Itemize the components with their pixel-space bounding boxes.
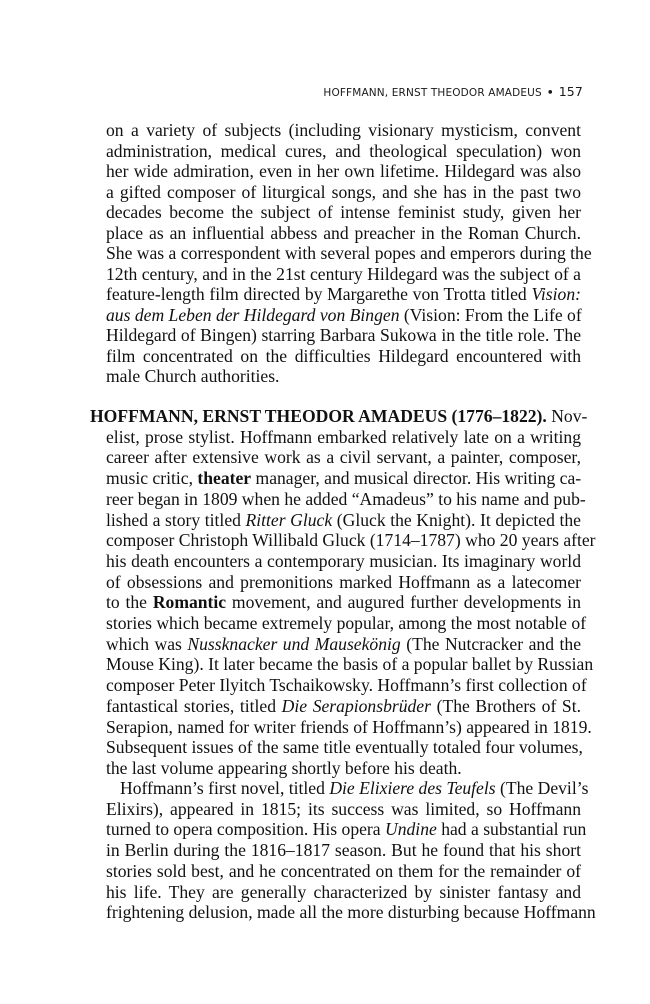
text-line — [106, 223, 581, 243]
running-title: HOFFMANN, ERNST THEODOR AMADEUS — [323, 87, 542, 99]
text-run: male Church authorities. — [106, 366, 280, 386]
bold-text: HOFFMANN, ERNST THEODOR AMADEUS (1776–1822). — [90, 406, 547, 426]
text-run: (The Devil’s — [495, 778, 589, 798]
text-line — [106, 675, 587, 696]
italic-text: Nussknacker und Mausekönig — [187, 633, 401, 654]
text-line — [106, 161, 581, 181]
text-run: composer Peter Ilyitch Tschaikowsky. Hoffmann’s first collection of — [106, 675, 587, 696]
text-run: lished a story titled — [106, 509, 246, 530]
text-line — [106, 696, 581, 716]
text-run: (Gluck the Knight). It depicted the — [332, 509, 581, 530]
text-run: Mouse King). It later became the basis of a popular ballet by Russian — [106, 654, 594, 675]
text-run: turned to opera composition. His opera — [106, 819, 385, 840]
text-line — [106, 799, 581, 819]
text-run: movement, and augured further developments in — [226, 592, 581, 613]
text-run: stories which became extremely popular, among the most notable of — [106, 613, 587, 633]
bold-text: theater — [197, 468, 252, 489]
text-line — [106, 861, 581, 881]
text-line — [106, 447, 581, 467]
bullet-separator: • — [546, 87, 554, 99]
text-line — [106, 819, 587, 840]
text-line — [106, 120, 581, 140]
text-line — [106, 141, 581, 161]
text-line — [106, 572, 581, 592]
text-run: manager, and musical director. His writing ca- — [251, 468, 582, 489]
text-line — [106, 840, 581, 860]
italic-text: Vision: — [531, 284, 581, 304]
text-run: Nov- — [546, 406, 588, 426]
text-run: fantastical stories, titled — [106, 695, 282, 716]
running-header — [0, 84, 583, 99]
text-line — [106, 468, 581, 488]
text-line — [106, 716, 592, 737]
italic-text: Ritter Gluck — [245, 509, 333, 530]
text-run: her wide admiration, even in her own lifetime. Hildegard was also — [106, 161, 581, 181]
text-line — [120, 778, 589, 798]
text-run: his death encounters a contemporary musician. Its imaginary world — [106, 550, 581, 571]
text-line — [106, 366, 581, 386]
text-line — [106, 427, 581, 447]
text-run: of obsessions and premonitions marked Hoffmann as a latecomer — [106, 571, 581, 592]
bold-text: Romantic — [152, 592, 227, 613]
text-run: his life. They are generally characterized by sinister fantasy and — [106, 881, 581, 902]
text-line — [106, 758, 581, 778]
text-line — [106, 530, 596, 551]
italic-text: Undine — [385, 819, 437, 840]
text-run: frightening delusion, made all the more disturbing because Hoffmann — [106, 902, 596, 923]
text-run: reer began in 1809 when he added “Amadeus” to his name and pub- — [106, 488, 586, 509]
text-line — [106, 264, 581, 284]
text-run: a gifted composer of liturgical songs, and she has in the past two — [106, 181, 581, 202]
text-run: She was a correspondent with several popes and emperors during the — [106, 243, 592, 263]
italic-text: Die Serapionsbrüder — [281, 695, 431, 716]
text-run: Serapion, named for writer friends of Hoffmann’s) appeared in 1819. — [106, 716, 592, 737]
text-line — [106, 551, 581, 571]
text-run: the last volume appearing shortly before his death. — [106, 757, 462, 778]
text-line — [106, 182, 581, 202]
text-line — [106, 243, 592, 263]
text-run: feature-length film directed by Margarethe von Trotta titled — [106, 284, 532, 304]
text-line — [106, 613, 587, 633]
text-run: Hoffmann’s first novel, titled — [120, 778, 330, 798]
page-number: 157 — [558, 84, 583, 99]
text-line — [106, 592, 581, 612]
text-line — [106, 737, 581, 757]
text-run: to the — [106, 592, 153, 613]
text-run: Subsequent issues of the same title eventually totaled four volumes, — [106, 737, 583, 758]
text-run: place as an influential abbess and preacher in the Roman Church. — [106, 222, 581, 243]
text-run: career after extensive work as a civil servant, a painter, composer, — [106, 447, 581, 468]
text-run: (The Brothers of St. — [430, 695, 581, 716]
text-line — [106, 882, 581, 902]
italic-text: Die Elixiere des Teufels — [329, 778, 496, 798]
text-run: composer Christoph Willibald Gluck (1714–1787) who 20 years after — [106, 530, 596, 551]
text-run: Hildegard of Bingen) starring Barbara Sukowa in the title role. The — [106, 325, 581, 345]
text-line — [106, 284, 581, 304]
text-run: administration, medical cures, and theological speculation) won — [106, 140, 581, 161]
text-run: on a variety of subjects (including visionary mysticism, convent — [106, 120, 581, 140]
text-line — [106, 305, 581, 325]
text-line — [106, 325, 581, 345]
text-line — [106, 488, 586, 509]
italic-text: aus dem Leben der Hildegard von Bingen — [106, 304, 400, 325]
text-run: 12th century, and in the 21st century Hildegard was the subject of a — [106, 263, 581, 284]
text-run: elist, prose stylist. Hoffmann embarked relatively late on a writing — [106, 426, 581, 447]
text-run: decades become the subject of intense feminist study, given her — [106, 202, 581, 222]
text-line — [106, 902, 596, 923]
text-line — [106, 634, 581, 654]
text-run: in Berlin during the 1816–1817 season. But he found that his short — [106, 840, 581, 861]
text-line — [106, 654, 594, 675]
text-run: music critic, — [106, 468, 198, 489]
text-run: had a substantial run — [436, 819, 587, 840]
text-run: stories sold best, and he concentrated on them for the remainder of — [106, 860, 581, 881]
text-run: which was — [106, 633, 188, 654]
text-run: Elixirs), appeared in 1815; its success was limited, so Hoffmann — [106, 798, 581, 819]
text-line — [106, 346, 581, 366]
text-line — [106, 510, 581, 530]
text-line — [106, 202, 581, 222]
text-run: (The Nutcracker and the — [400, 633, 581, 654]
text-line — [90, 406, 588, 426]
text-run: film concentrated on the difficulties Hildegard encountered with — [106, 345, 581, 366]
text-run: (Vision: From the Life of — [399, 304, 582, 325]
